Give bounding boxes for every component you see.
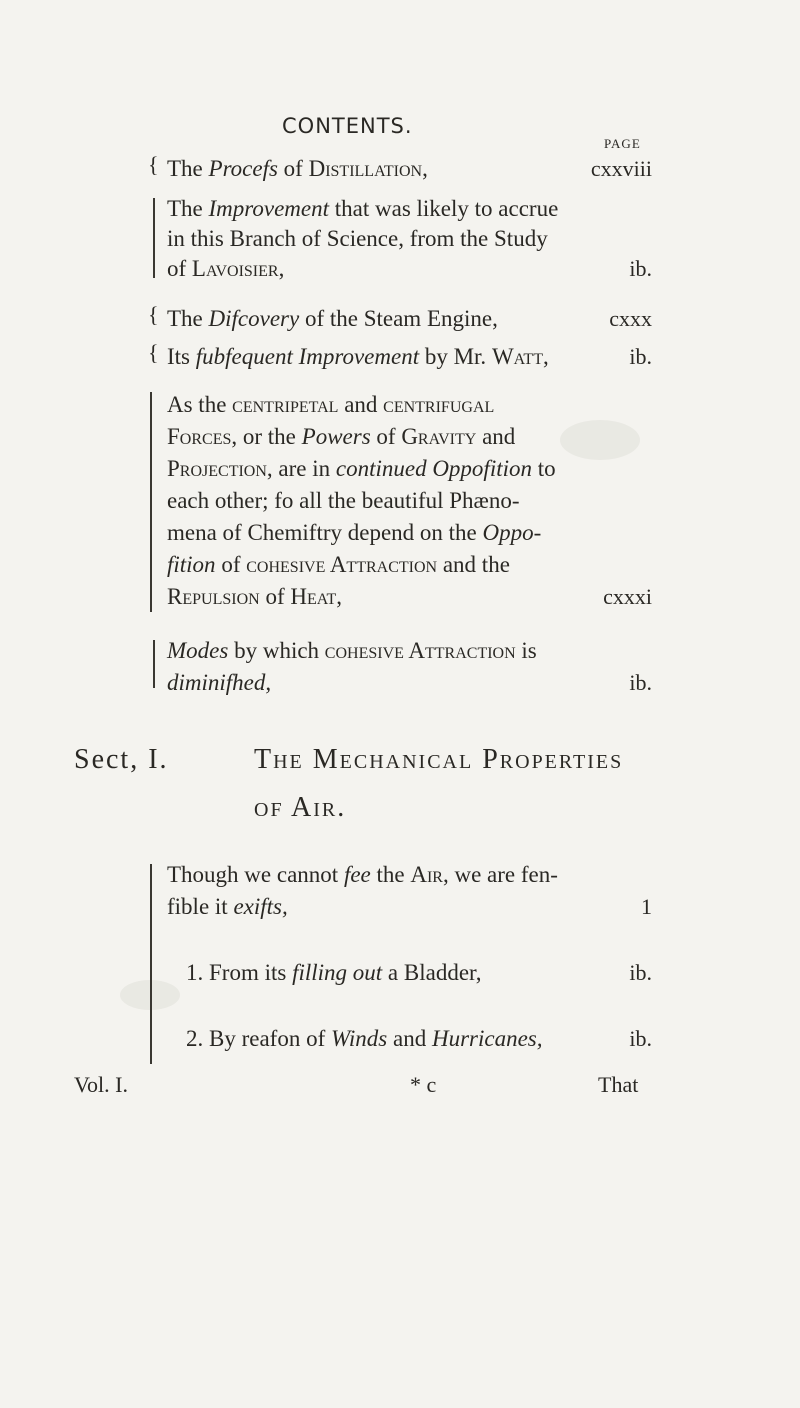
text-run: Lavoisier,	[191, 256, 285, 281]
text-run: fition	[167, 552, 216, 577]
catchword: That	[598, 1072, 639, 1097]
text-run: and the	[437, 552, 510, 577]
page-reference: ib.	[629, 1026, 652, 1051]
brace-icon: {	[148, 302, 159, 327]
page-column-label: PAGE	[604, 136, 641, 151]
contents-entry-line	[167, 552, 510, 578]
text-run: Hurricanes,	[431, 1026, 543, 1051]
text-run: As the	[167, 392, 233, 417]
text-run: Distillation,	[308, 156, 428, 181]
contents-entry-line	[186, 960, 482, 986]
text-run: of	[167, 256, 192, 281]
text-run: Winds	[331, 1026, 388, 1051]
contents-entry-line	[167, 196, 558, 222]
page-reference: ib.	[629, 670, 652, 695]
text-run: to	[532, 456, 556, 481]
page-reference: cxxx	[609, 306, 652, 331]
text-run: The	[167, 196, 209, 221]
text-run: is	[515, 638, 537, 663]
text-run: continued Oppofition	[335, 456, 532, 481]
text-run: centrifugal	[383, 392, 495, 417]
text-run: that was likely to accrue	[329, 196, 559, 221]
text-run: a Bladder,	[382, 960, 482, 985]
contents-entry-line	[167, 862, 558, 888]
text-run: diminifhed,	[167, 670, 272, 695]
text-run: Projection,	[167, 456, 273, 481]
contents-entry-line	[167, 306, 498, 332]
text-run: or the	[237, 424, 302, 449]
text-run: Powers	[301, 424, 371, 449]
page-reference: cxxviii	[590, 156, 652, 181]
text-run: Watt,	[491, 344, 549, 369]
page-reference: ib.	[629, 256, 652, 281]
contents-entry-line	[167, 156, 428, 182]
contents-entry-line	[167, 256, 284, 282]
contents-entry-line	[167, 584, 342, 610]
text-run: and	[476, 424, 516, 449]
text-run: Its	[167, 344, 196, 369]
page-reference: ib.	[629, 344, 652, 369]
text-run: cohesive Attraction	[246, 552, 438, 577]
brace-icon	[150, 392, 152, 612]
paper-stain	[560, 420, 640, 460]
text-run: fee	[343, 862, 371, 887]
volume-number: Vol. I.	[74, 1072, 128, 1097]
text-run: Heat,	[290, 584, 343, 609]
contents-entry-line	[167, 344, 549, 370]
text-run: of the Steam Engine,	[299, 306, 498, 331]
text-run: and	[338, 392, 384, 417]
brace-icon	[153, 198, 155, 278]
text-run: 2. By reafon of	[186, 1026, 331, 1051]
section-label: Sect, I.	[74, 744, 169, 775]
text-run: of	[370, 424, 402, 449]
page-reference: ib.	[629, 960, 652, 985]
text-run: Difcovery	[208, 306, 300, 331]
text-run: the	[370, 862, 411, 887]
text-run: of	[215, 552, 247, 577]
text-run: filling out	[292, 960, 383, 985]
contents-entry-line	[167, 392, 494, 418]
signature-mark: * c	[410, 1072, 437, 1097]
page-reference: cxxxi	[603, 584, 652, 609]
text-run: cohesive Attraction	[324, 638, 516, 663]
text-run: centripetal	[232, 392, 339, 417]
text-run: by which	[228, 638, 325, 663]
text-run: Oppo-	[482, 520, 542, 545]
text-run: of	[259, 584, 291, 609]
contents-entry-line	[167, 670, 271, 696]
section-title-continued: of Air.	[254, 792, 347, 823]
contents-entry-line	[167, 226, 548, 252]
text-run: Improvement	[208, 196, 330, 221]
brace-icon: {	[148, 152, 159, 177]
text-run: of	[277, 156, 309, 181]
text-run: and	[387, 1026, 432, 1051]
contents-entry-line	[167, 488, 520, 514]
text-run: Gravity	[401, 424, 477, 449]
text-run: mena of Chemiftry depend on the	[167, 520, 483, 545]
text-run: Modes	[167, 638, 229, 663]
text-run: The	[167, 156, 209, 181]
text-run: Though we cannot	[167, 862, 344, 887]
brace-icon	[150, 864, 152, 1064]
running-head: CONTENTS.	[282, 114, 413, 138]
text-run: Forces,	[167, 424, 238, 449]
contents-entry-line	[167, 456, 556, 482]
text-run: each other; fo all the beautiful Phæno-	[167, 488, 520, 513]
text-run: in this Branch of Science, from the Study	[167, 226, 548, 251]
contents-entry-line	[186, 1026, 542, 1052]
page-reference: 1	[641, 894, 652, 919]
text-run: Repulsion	[167, 584, 260, 609]
text-run: we are fen-	[448, 862, 558, 887]
text-run: fubfequent Improvement	[195, 344, 420, 369]
text-run: are in	[272, 456, 336, 481]
section-title: The Mechanical Properties	[254, 744, 624, 775]
contents-entry-line	[167, 894, 288, 920]
text-run: exifts,	[233, 894, 288, 919]
text-run: by Mr.	[419, 344, 492, 369]
brace-icon: {	[148, 340, 159, 365]
contents-entry-line	[167, 638, 537, 664]
text-run: Procefs	[208, 156, 278, 181]
text-run: The	[167, 306, 209, 331]
text-run: Air,	[410, 862, 449, 887]
brace-icon	[153, 640, 155, 688]
contents-entry-line	[167, 424, 515, 450]
text-run: 1. From its	[186, 960, 293, 985]
text-run: fible it	[167, 894, 234, 919]
contents-entry-line	[167, 520, 541, 546]
